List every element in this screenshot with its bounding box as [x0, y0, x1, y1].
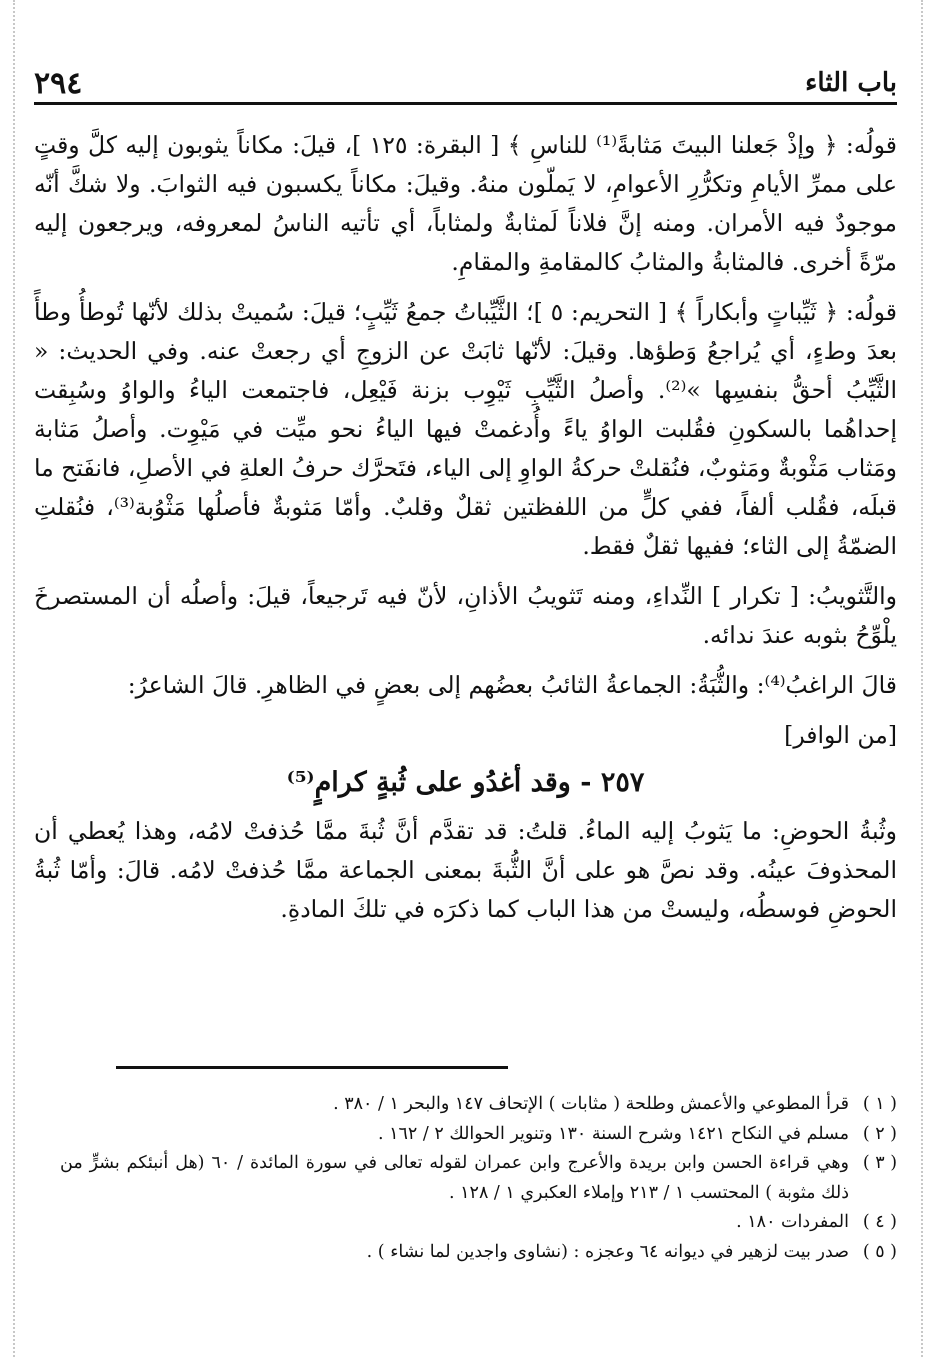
paragraph-tathwib: والتَّثويبُ: [ تكرار ] النِّداءِ، ومنه تَثويبُ الأذانِ، لأنّ فيه تَرجيعاً، قيلَ: وأصلُه أن المستصرخَ يلْوِّحُ بثوبه عندَ ندائه.	[34, 582, 897, 649]
footnote-item	[60, 1238, 897, 1268]
scan-edge-left	[12, 0, 15, 1357]
page-number: ٢٩٤	[34, 66, 83, 101]
footnote-number: ( ٢ )	[862, 1123, 897, 1144]
footnote-text: مسلم في النكاح ١٤٢١ وشرح السنة ١٣٠ وتنوير الحوالك ٢ / ١٦٢ .	[377, 1123, 849, 1144]
paragraph-raghib: قالَ الراغبُ⁽⁴⁾: والثُّبَةُ: الجماعةُ الثائبُ بعضُهم إلى بعضٍ في الظاهرِ. قالَ الشاعرُ:	[127, 671, 897, 699]
footnote-text: وهي قراءة الحسن وابن بريدة والأعرج وابن عمران لقوله تعالى في سورة المائدة / ٦٠ (هل أنبئكم بشرٍّ من ذلك مثوبة ) المحتسب ١ / ٢١٣ وإملاء العكبري ١ / ١٢٨ .	[60, 1153, 850, 1203]
footnote-text: المفردات ١٨٠ .	[736, 1212, 849, 1232]
footnote-number: ( ٥ )	[862, 1241, 897, 1262]
footnote-item	[60, 1090, 897, 1120]
paragraph-thayyibat: قولُه: ﴿ ثَيِّباتٍ وأبكاراً ﴾ [ التحريم: ٥ ]؛ الثَّيِّباتُ جمعُ ثَيِّبٍ؛ قيلَ: سُميتْ بذلك لأنّها تُوطأُ وطأً بعدَ وطءٍ، أي يُراجعُ وَطؤها. وقيلَ: لأنّها ثابَتْ عن الزوجِ أي رجعتْ عنه. وفي الحديث: « الثَّيِّبُ أحقُّ بنفسِها »⁽²⁾. وأصلُ الثَّيِّبِ ثَيْوِب بزنة فَيْعِل، فاجتمعت الياءُ والواوُ وسُبِقت إحداهُما بالسكونِ فقُلبت الواوُ ياءً وأُدغمتْ فيها الياءُ نحو ميِّت في مَيْوِت. وأصلُ مَثابة ومَثاب مَثْوبةٌ ومَثوبٌ، فنُقلتْ حركةُ الواوِ إلى الياء، فتَحرَّك حرفُ العلةِ في الأصلِ، فانفَتح ما قبلَه، فقُلب ألفاً، ففي كلٍّ من اللفظتين ثقلٌ وقلبٌ. وأمّا مَثوبةٌ فأصلُها مَثْوُبة⁽³⁾، فنُقلتِ الضمّةُ إلى الثاء؛ ففيها ثقلٌ فقط.	[34, 298, 897, 560]
scan-edge-right	[920, 0, 923, 1357]
poetry-verse: ٢٥٧ - وقد أغدُو على ثُبةٍ كرامٍ⁽⁵⁾	[286, 767, 645, 798]
footnotes	[60, 1090, 897, 1267]
footnote-separator	[116, 1066, 508, 1069]
footnote-item	[60, 1208, 897, 1238]
main-text	[34, 126, 897, 940]
footnote-item	[60, 1149, 897, 1208]
footnote-item	[60, 1120, 897, 1150]
poetic-meter: [من الوافر]	[784, 721, 897, 749]
paragraph-mathaba: قولُه: ﴿ وإذْ جَعلنا البيتَ مَثابةً⁽¹⁾ للناسِ ﴾ [ البقرة: ١٢٥ ]، قيلَ: مكاناً يثوبون إليه كلَّ وقتٍ على ممرِّ الأيامِ وتكرُّرِ الأعوامِ، لا يَملّون منهُ. وقيلَ: مكاناً يكسبون فيه الثوابَ. ولا شكَّ أنّه موجودٌ فيه الأمران. ومنه إنَّ فلاناً لَمثابةٌ ولمثاباً، أي تأتيه الناسُ لمعروفه، ويرجعون إليه مرّةً أخرى. فالمثابةُ والمثابُ كالمقامةِ والمقامِ.	[34, 131, 897, 276]
page-header	[34, 62, 897, 105]
chapter-title: باب الثاء	[805, 68, 897, 98]
footnote-text: صدر بيت لزهير في ديوانه ٦٤ وعجزه : (نشاوى واجدين لما نشاء ) .	[366, 1241, 849, 1262]
footnote-number: ( ١ )	[862, 1094, 897, 1114]
paragraph-thubat-hawd: وثُبةُ الحوضِ: ما يَثوبُ إليه الماءُ. قلتُ: قد تقدَّم أنَّ ثُبةَ ممَّا حُذفتْ لامُه، وهذا يُعطي أن المحذوفَ عينُه. وقد نصَّ هو على أنَّ الثُّبةَ بمعنى الجماعة ممَّا حُذفتْ لامُه. قالَ: وأمّا ثُبةُ الحوضِ فوسطُه، وليستْ من هذا الباب كما ذكرَه في تلكَ المادةِ.	[34, 817, 897, 923]
footnote-number: ( ٣ )	[862, 1153, 898, 1173]
footnote-text: قرأ المطوعي والأعمش وطلحة ( مثابات ) الإتحاف ١٤٧ والبحر ١ / ٣٨٠ .	[333, 1094, 849, 1114]
footnote-number: ( ٤ )	[862, 1212, 897, 1232]
